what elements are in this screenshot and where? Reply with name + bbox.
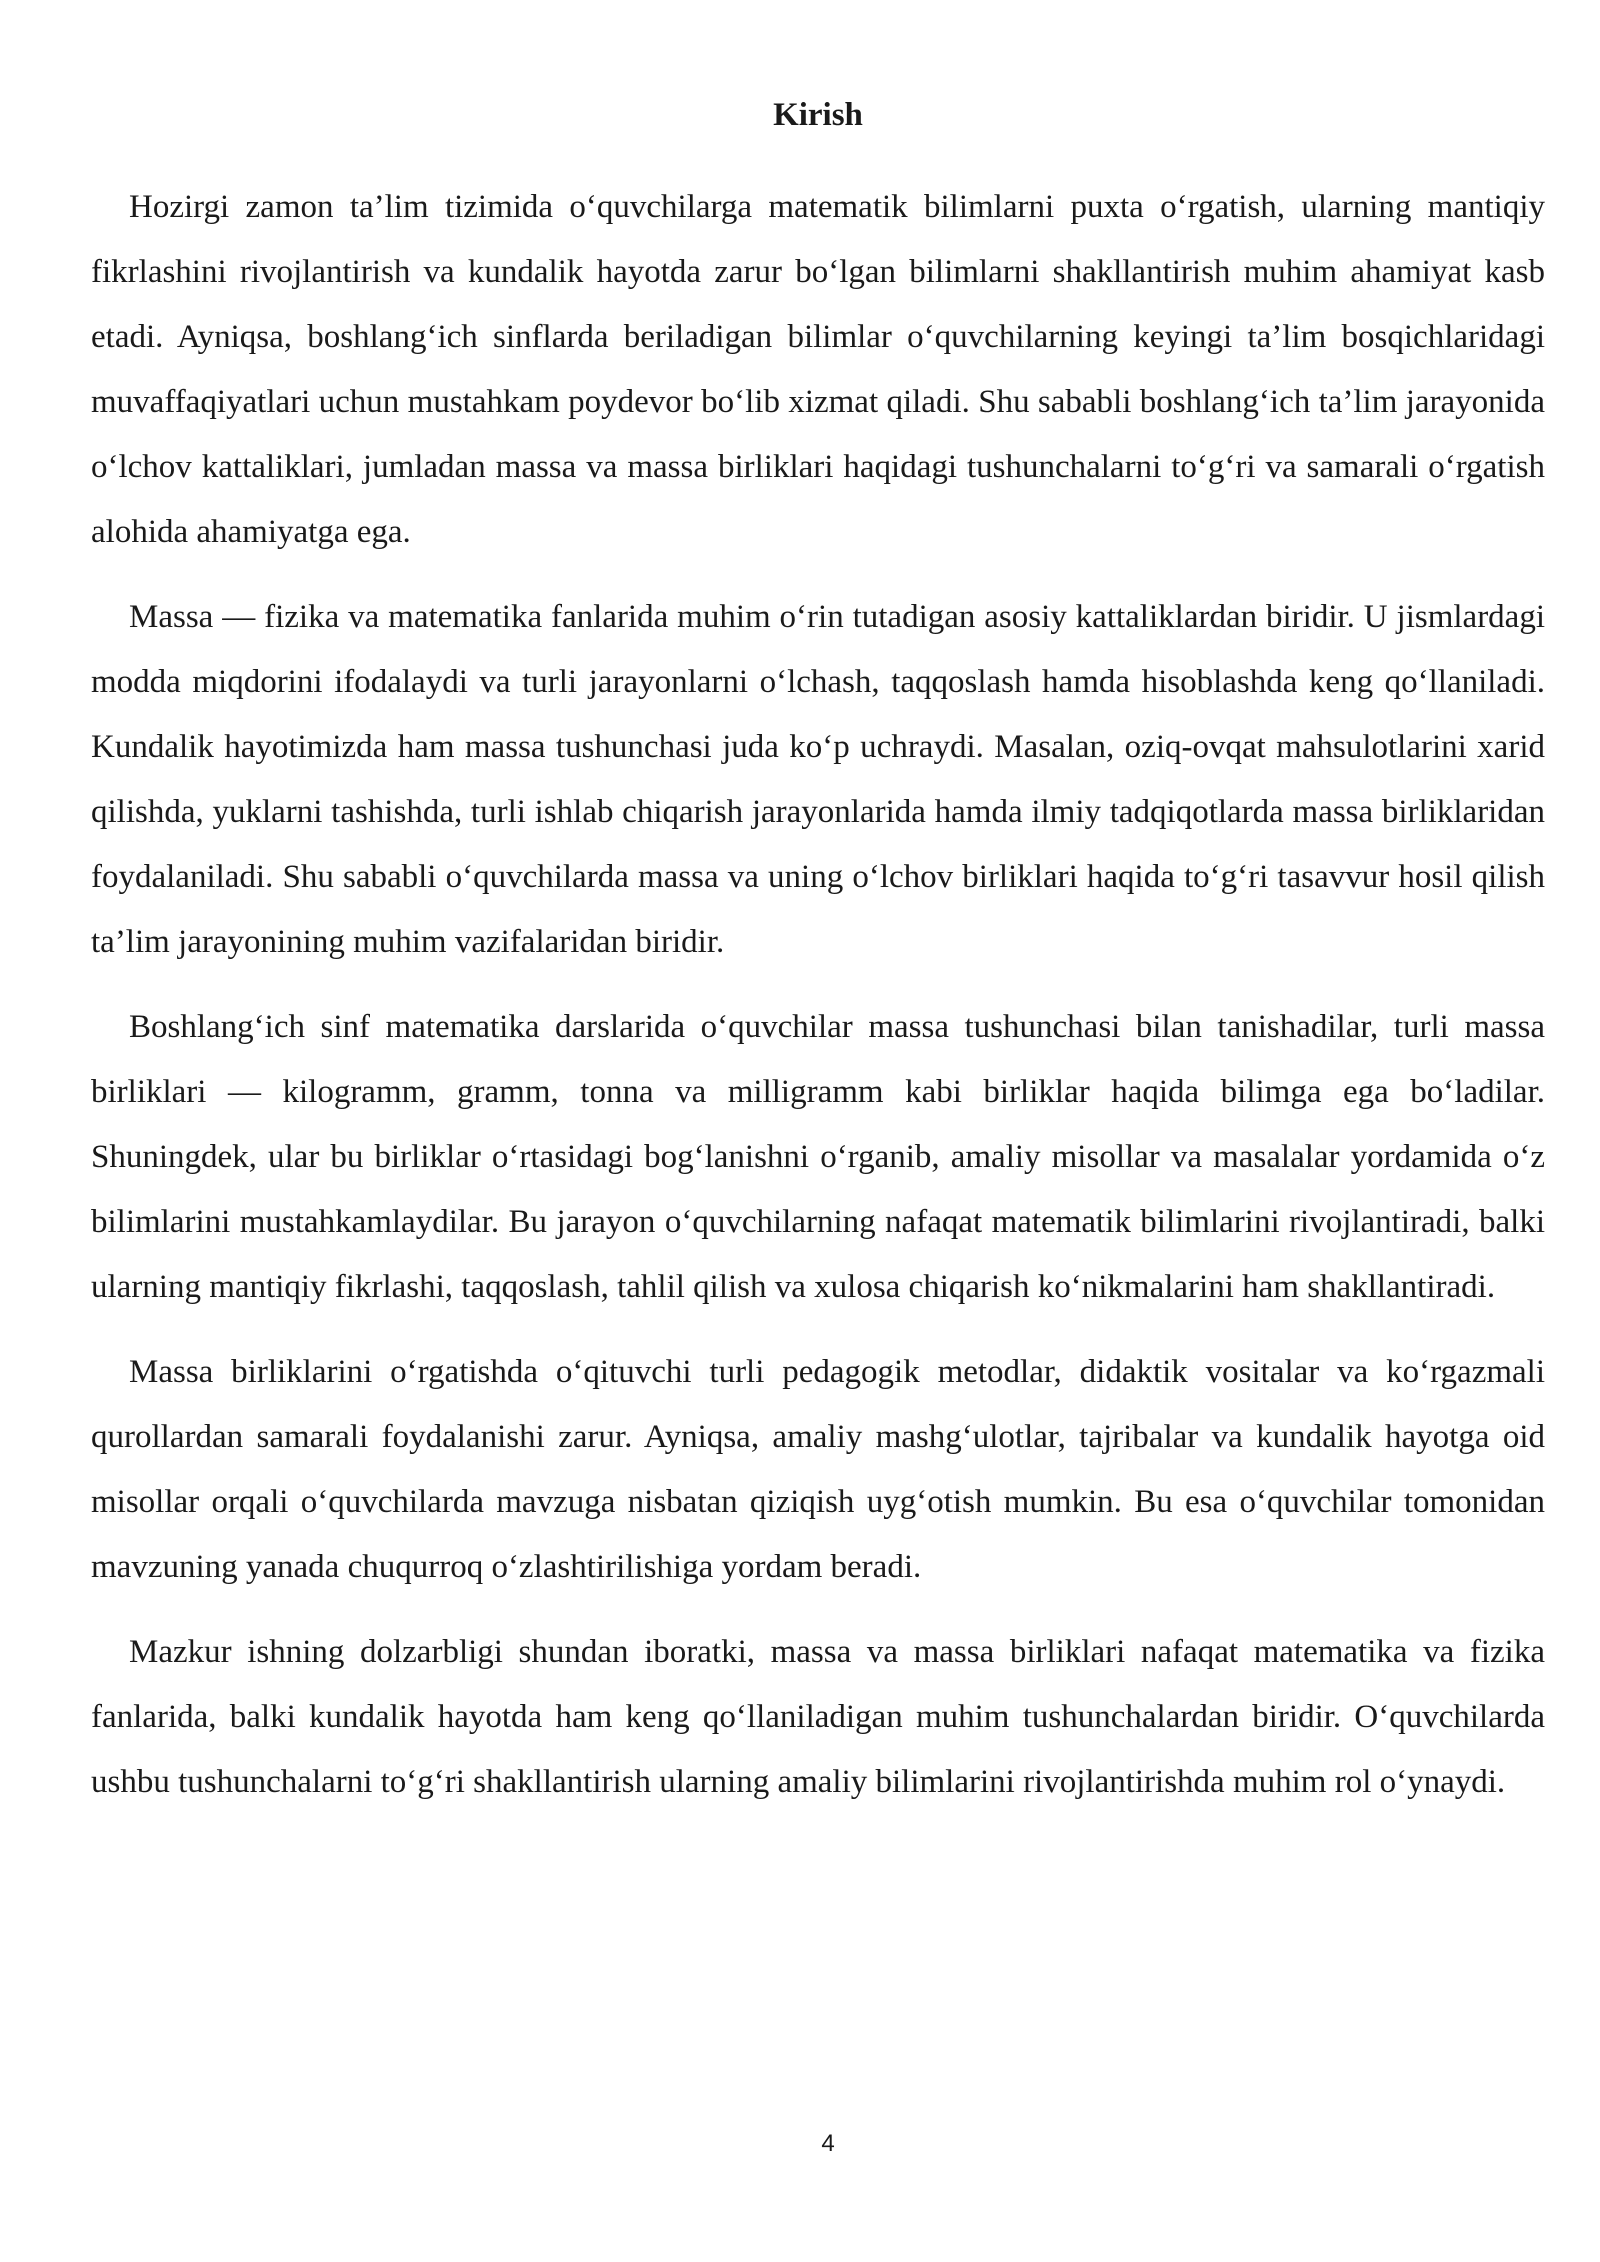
page-title: Kirish — [773, 97, 863, 133]
paragraph-1: Hozirgi zamon ta’lim tizimida o‘quvchilarga matematik bilimlarni puxta o‘rgatish, ularning mantiqiy fikrlashini rivojlantirish va kundalik hayotda zarur bo‘lgan bilimlarni shakllantirish muhim ahamiyat kasb etadi. Ayniqsa, boshlang‘ich sinflarda beriladigan bilimlar o‘quvchilarning keyingi ta’lim bosqichlaridagi muvaffaqiyatlari uchun mustahkam poydevor bo‘lib xizmat qiladi. Shu sababli boshlang‘ich ta’lim jarayonida o‘lchov kattaliklari, jumladan massa va massa birliklari haqidagi tushunchalarni to‘g‘ri va samarali o‘rgatish alohida ahamiyatga ega. — [91, 189, 1545, 550]
paragraph-4: Massa birliklarini o‘rgatishda o‘qituvchi turli pedagogik metodlar, didaktik vositalar va ko‘rgazmali qurollardan samarali foydalanishi zarur. Ayniqsa, amaliy mashg‘ulotlar, tajribalar va kundalik hayotga oid misollar orqali o‘quvchilarda mavzuga nisbatan qiziqish uyg‘otish mumkin. Bu esa o‘quvchilar tomonidan mavzuning yanada chuqurroq o‘zlashtirilishiga yordam beradi. — [91, 1354, 1545, 1585]
paragraph-2: Massa — fizika va matematika fanlarida muhim o‘rin tutadigan asosiy kattaliklardan biridir. U jismlardagi modda miqdorini ifodalaydi va turli jarayonlarni o‘lchash, taqqoslash hamda hisoblashda keng qo‘llaniladi. Kundalik hayotimizda ham massa tushunchasi juda ko‘p uchraydi. Masalan, oziq-ovqat mahsulotlarini xarid qilishda, yuklarni tashishda, turli ishlab chiqarish jarayonlarida hamda ilmiy tadqiqotlarda massa birliklaridan foydalaniladi. Shu sababli o‘quvchilarda massa va uning o‘lchov birliklari haqida to‘g‘ri tasavvur hosil qilish ta’lim jarayonining muhim vazifalaridan biridir. — [91, 599, 1545, 960]
page-number: 4 — [821, 2130, 835, 2157]
document-page — [91, 95, 1545, 1835]
paragraph-5: Mazkur ishning dolzarbligi shundan iboratki, massa va massa birliklari nafaqat matematika va fizika fanlarida, balki kundalik hayotda ham keng qo‘llaniladigan muhim tushunchalardan biridir. O‘quvchilarda ushbu tushunchalarni to‘g‘ri shakllantirish ularning amaliy bilimlarini rivojlantirishda muhim rol o‘ynaydi. — [91, 1634, 1545, 1800]
paragraph-3: Boshlang‘ich sinf matematika darslarida o‘quvchilar massa tushunchasi bilan tanishadilar, turli massa birliklari — kilogramm, gramm, tonna va milligramm kabi birliklar haqida bilimga ega bo‘ladilar. Shuningdek, ular bu birliklar o‘rtasidagi bog‘lanishni o‘rganib, amaliy misollar va masalalar yordamida o‘z bilimlarini mustahkamlaydilar. Bu jarayon o‘quvchilarning nafaqat matematik bilimlarini rivojlantiradi, balki ularning mantiqiy fikrlashi, taqqoslash, tahlil qilish va xulosa chiqarish ko‘nikmalarini ham shakllantiradi. — [91, 1009, 1545, 1305]
